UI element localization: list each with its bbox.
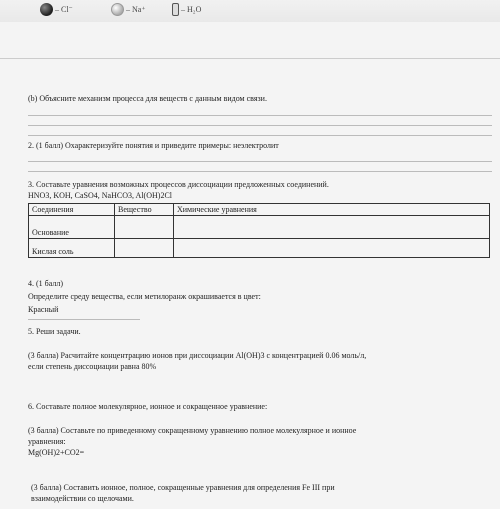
table-header-row: [29, 204, 490, 216]
answer-line: [28, 125, 492, 126]
dissociation-table: [28, 203, 490, 258]
legend-bar: [0, 0, 500, 22]
task-5-problem-line2: если степень диссоциации равна 80%: [28, 362, 157, 371]
table-cell: [174, 216, 490, 239]
legend-item-chloride: [40, 3, 73, 16]
table-cell: Кислая соль: [29, 239, 115, 258]
task-4-text: Определите среду вещества, если метилоранж окрашивается в цвет:: [28, 292, 261, 301]
legend-label: – H₂O: [181, 5, 202, 14]
task-2-text: 2. (1 балл) Охарактеризуйте понятия и приведите примеры: неэлектролит: [28, 141, 279, 150]
table-header: Вещество: [115, 204, 174, 216]
task-6-title: 6. Составьте полное молекулярное, ионное и сокращенное уравнение:: [28, 402, 268, 411]
table-header: Химические уравнения: [174, 204, 490, 216]
task-5-title: 5. Реши задачи.: [28, 327, 81, 336]
sodium-ball-icon: [111, 3, 124, 16]
task-4-title: 4. (1 балл): [28, 279, 64, 288]
table-row: [29, 216, 490, 239]
water-molecule-icon: [172, 3, 179, 16]
table-cell: [174, 239, 490, 258]
answer-line: [28, 171, 492, 172]
answer-line: [28, 319, 140, 320]
task-3-compounds: HNO3, KOH, CaSO4, NaHCO3, Al(OH)2Cl: [28, 191, 172, 200]
answer-line: [28, 115, 492, 116]
table-header: Соединения: [29, 204, 115, 216]
answer-line: [28, 161, 492, 162]
answer-line: [28, 135, 492, 136]
task-6a-equation: Mg(OH)2+CO2=: [28, 448, 85, 457]
table-cell: Основание: [29, 216, 115, 239]
task-6a-line1: (3 балла) Составьте по приведенному сокращенному уравнению полное молекулярное и ионное: [28, 426, 357, 435]
table-cell: [115, 239, 174, 258]
section-divider: [0, 58, 500, 59]
task-6b-line2: взаимодействии со щелочами.: [31, 494, 134, 503]
legend-item-water: [172, 3, 201, 16]
legend-label: – Cl⁻: [55, 5, 73, 14]
task-6b-line1: (3 балла) Составить ионное, полное, сокращенные уравнения для определения Fe III при: [31, 483, 335, 492]
task-b-text: (b) Объясните механизм процесса для веществ с данным видом связи.: [28, 94, 267, 103]
task-5-problem-line1: (3 балла) Расчитайте концентрацию ионов при диссоциации Al(OH)3 с концентрацией 0.06 моль/л,: [28, 351, 367, 360]
legend-label: – Na⁺: [126, 5, 146, 14]
task-4-answer: Красный: [28, 305, 59, 314]
legend-item-sodium: [111, 3, 146, 16]
table-row: [29, 239, 490, 258]
chloride-ball-icon: [40, 3, 53, 16]
task-6a-line2: уравнения:: [28, 437, 66, 446]
table-cell: [115, 216, 174, 239]
task-3-text: 3. Составьте уравнения возможных процессов диссоциации предложенных соединений.: [28, 180, 329, 189]
